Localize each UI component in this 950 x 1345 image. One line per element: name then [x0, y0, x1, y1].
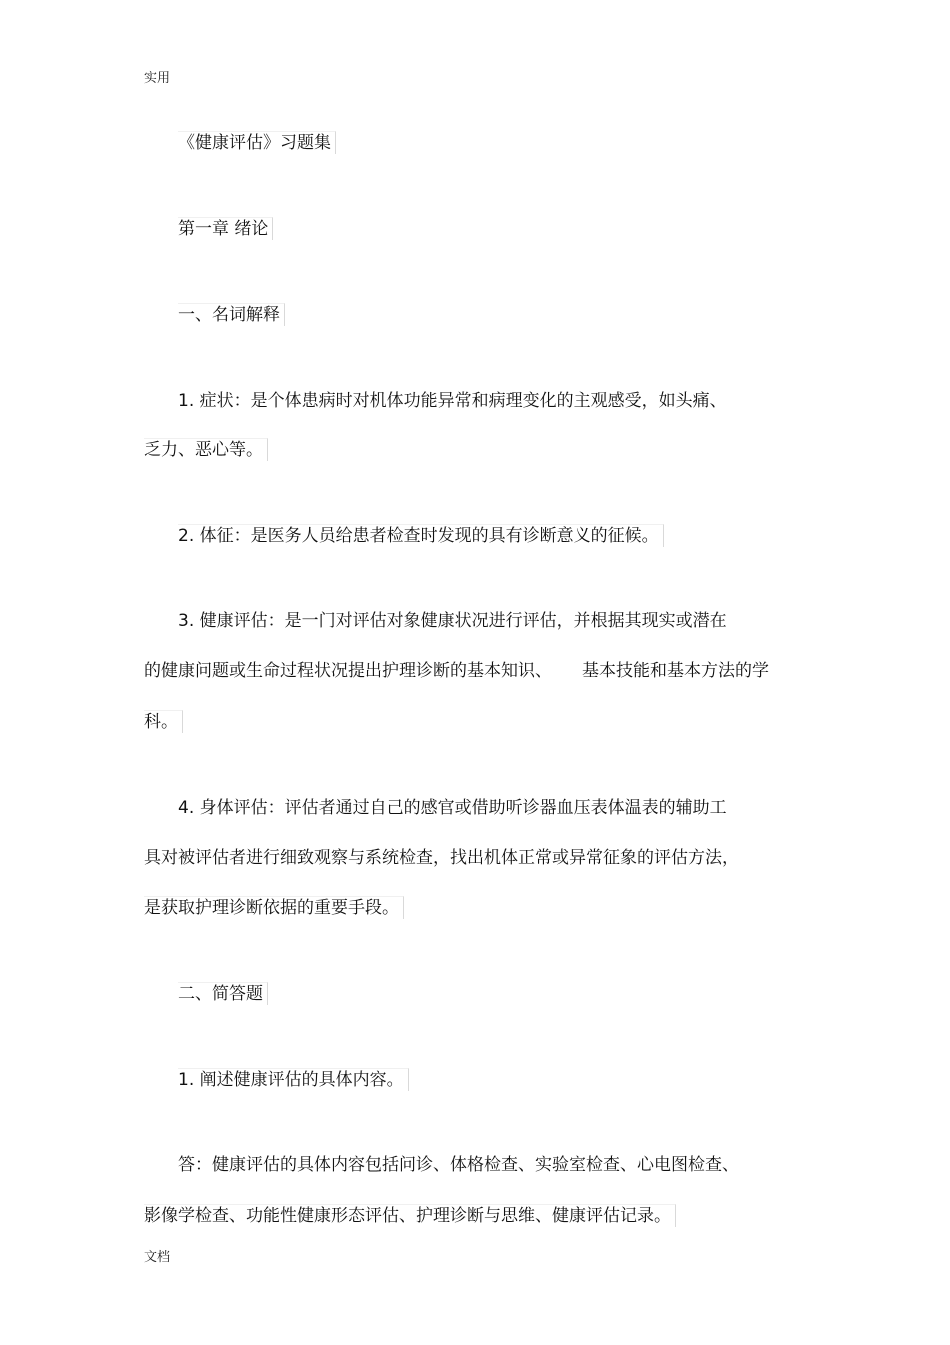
section-heading-short-answer: 二、简答题: [178, 982, 268, 1005]
answer1-line2: 影像学检查、功能性健康形态评估、护理诊断与思维、健康评估记录。: [144, 1204, 676, 1227]
term1-line2: 乏力、恶心等。: [144, 438, 268, 461]
term3-line2-part2: 基本技能和基本方法的学: [582, 661, 769, 681]
answer1-line1: 答：健康评估的具体内容包括问诊、体格检查、实验室检查、心电图检查、: [178, 1155, 739, 1175]
term3-line2-part1: 的健康问题或生命过程状况提出护理诊断的基本知识、: [144, 661, 552, 681]
term3-line1: 3. 健康评估：是一门对评估对象健康状况进行评估，并根据其现实或潜在: [178, 611, 727, 631]
term3-line3: 科。: [144, 710, 183, 733]
page-header: 实用: [144, 71, 171, 86]
page-footer: 文档: [144, 1250, 171, 1265]
term4-line3: 是获取护理诊断依据的重要手段。: [144, 896, 404, 919]
term4-line2: 具对被评估者进行细致观察与系统检查，找出机体正常或异常征象的评估方法，: [144, 848, 739, 868]
chapter-heading: 第一章 绪论: [178, 217, 273, 240]
term2-line1: 2. 体征：是医务人员给患者检查时发现的具有诊断意义的征候。: [178, 524, 664, 547]
term1-line1: 1. 症状：是个体患病时对机体功能异常和病理变化的主观感受，如头痛、: [178, 391, 727, 411]
term3-line2: [144, 660, 769, 682]
section-heading-definitions: 一、名词解释: [178, 303, 285, 326]
question1: 1. 阐述健康评估的具体内容。: [178, 1068, 409, 1091]
term4-line1: 4. 身体评估：评估者通过自己的感官或借助听诊器血压表体温表的辅助工: [178, 798, 727, 818]
document-title: 《健康评估》习题集: [178, 131, 336, 154]
